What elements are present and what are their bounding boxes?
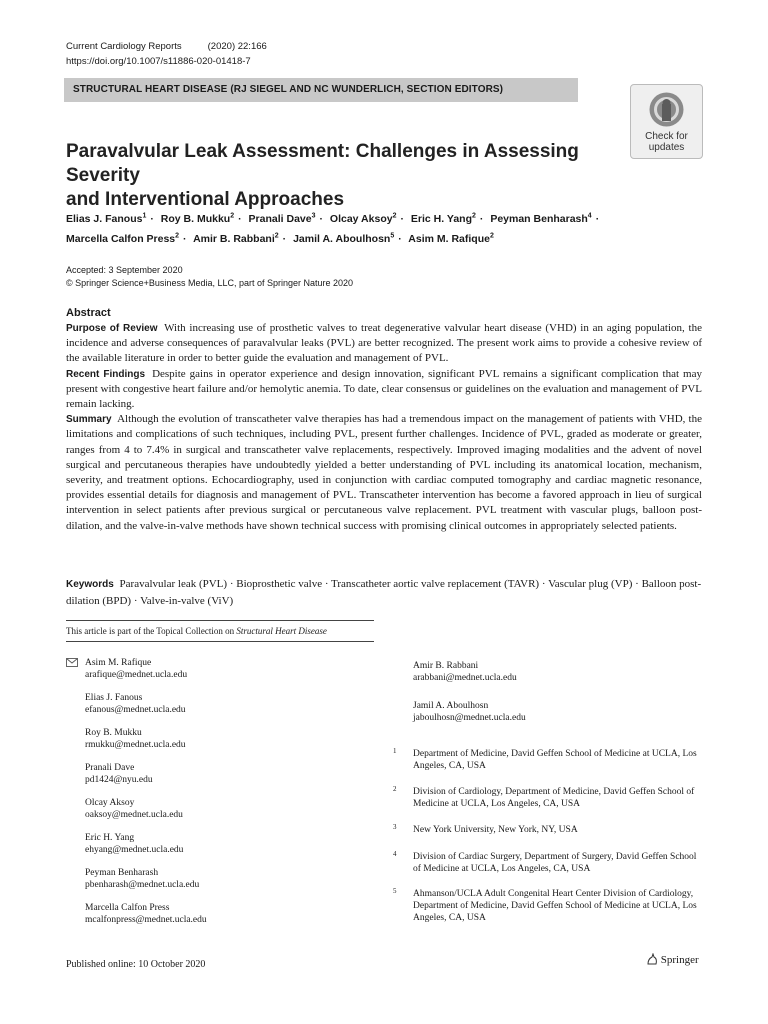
article-title	[66, 140, 626, 212]
accepted-date: Accepted: 3 September 2020	[66, 265, 183, 275]
journal-header	[66, 41, 267, 52]
author[interactable]: Pranali Dave$^3$	[248, 212, 316, 225]
contact-name: Eric H. Yang	[85, 833, 135, 843]
contact-entry	[413, 660, 517, 684]
contact-email[interactable]: ehyang@mednet.ucla.edu	[85, 845, 184, 855]
abstract-body	[66, 321, 702, 534]
collection-link[interactable]: Structural Heart Disease	[236, 626, 327, 636]
section-banner-text: STRUCTURAL HEART DISEASE (RJ SIEGEL AND NC WUNDERLICH, SECTION EDITORS)	[73, 84, 504, 95]
contact-entry	[413, 700, 526, 724]
title-line-2: and Interventional Approaches	[66, 189, 345, 210]
contact-email[interactable]: rmukku@mednet.ucla.edu	[85, 740, 186, 750]
contact-entry	[85, 832, 183, 856]
check-updates-icon	[648, 91, 685, 128]
contact-entry	[85, 902, 207, 926]
author[interactable]: Amir B. Rabbani$^2$	[193, 232, 279, 245]
contact-email[interactable]: arafique@mednet.ucla.edu	[85, 670, 188, 680]
author[interactable]: Marcella Calfon Press$^2$	[66, 232, 180, 245]
author[interactable]: Roy B. Mukku$^2$	[160, 212, 235, 225]
keywords-label: Keywords	[66, 579, 114, 590]
author[interactable]: Peyman Benharash$^4$	[490, 212, 592, 225]
contact-name: Marcella Calfon Press	[85, 903, 170, 913]
contact-entry	[85, 727, 186, 751]
contact-name: Elias J. Fanous	[85, 693, 143, 703]
contact-name: Amir B. Rabbani	[413, 661, 479, 671]
section-banner	[64, 78, 578, 102]
check-updates-line1: Check for	[645, 131, 688, 142]
doi-link[interactable]: https://doi.org/10.1007/s11886-020-01418-7	[66, 56, 251, 67]
contact-email[interactable]: mcalfonpress@mednet.ucla.edu	[85, 915, 207, 925]
keyword: Transcatheter aortic valve replacement (TAVR)	[331, 578, 540, 590]
journal-volume: (2020) 22:166	[207, 41, 267, 52]
contact-email[interactable]: efanous@mednet.ucla.edu	[85, 705, 186, 715]
published-date: Published online: 10 October 2020	[66, 959, 206, 970]
contact-name: Jamil A. Aboulhosn	[413, 701, 489, 711]
contact-entry	[85, 797, 183, 821]
author[interactable]: Elias J. Fanous$^1$	[66, 212, 147, 225]
check-updates-line2: updates	[648, 142, 685, 153]
author[interactable]: Asim M. Rafique$^2$	[408, 232, 494, 245]
author[interactable]: Eric H. Yang$^2$	[410, 212, 476, 225]
contact-entry	[85, 762, 153, 786]
author-list: Elias J. Fanous$^1$ · Roy B. Mukku$^2$ · Pranali Dave$^3$ · Olcay Aksoy$^2$ · Eric H. Yang$^2$ · Peyman Benharash$^4$ · Marcella Calfon Press$^2$ · Amir B. Rabbani$^2$ · Jamil A. Aboulhosn$^5$ · Asim M. Rafique$^2$	[66, 212, 600, 245]
contact-email[interactable]: pd1424@nyu.edu	[85, 775, 153, 785]
contact-name: Roy B. Mukku	[85, 728, 142, 738]
contact-name: Pranali Dave	[85, 763, 135, 773]
springer-horse-icon	[646, 953, 658, 965]
divider	[66, 641, 374, 642]
contact-email[interactable]: oaksoy@mednet.ucla.edu	[85, 810, 183, 820]
abstract-purpose: Purpose of Review With increasing use of prosthetic valves to treat degenerative valvular heart disease (VHD) in an aging population, the incidence and adverse consequences of paravalvular leaks (PVL) are better recognized. The present work aims to provide a cohesive review of the available literature in order to better guide the evaluation and management of PVL.	[66, 322, 702, 365]
contact-entry	[85, 867, 199, 891]
keywords: Keywords Paravalvular leak (PVL) · Bioprosthetic valve · Transcatheter aortic valve replacement (TAVR) · Vascular plug (VP) · Balloon post-dilation (BPD) · Valve-in-valve (ViV)	[66, 578, 702, 607]
springer-logo[interactable]	[646, 953, 699, 966]
keyword: Balloon post-dilation (BPD)	[66, 578, 702, 607]
keyword: Bioprosthetic valve	[236, 578, 323, 590]
abstract-findings: Recent Findings Despite gains in operator experience and design innovation, significant PVL remains a significant complication that may present with congestive heart failure and/or hemolytic anemia. To date, clear consensus or guidelines on the evaluation and management of PVL remain lacking.	[66, 367, 702, 411]
author[interactable]: Olcay Aksoy$^2$	[329, 212, 397, 225]
copyright-notice: © Springer Science+Business Media, LLC, part of Springer Nature 2020	[66, 278, 354, 288]
contact-name: Olcay Aksoy	[85, 798, 135, 808]
abstract-heading: Abstract	[66, 307, 111, 319]
check-for-updates-badge[interactable]	[630, 84, 703, 159]
contact-entry	[85, 657, 187, 681]
contact-name: Asim M. Rafique	[85, 658, 152, 668]
contact-email[interactable]: arabbani@mednet.ucla.edu	[413, 673, 517, 683]
contact-email[interactable]: jaboulhosn@mednet.ucla.edu	[413, 713, 526, 723]
contact-email[interactable]: pbenharash@mednet.ucla.edu	[85, 880, 200, 890]
topical-collection-note: This article is part of the Topical Collection on Structural Heart Disease	[66, 626, 327, 636]
mail-icon	[66, 658, 78, 667]
keyword: Vascular plug (VP)	[548, 578, 633, 590]
publisher-name: Springer	[660, 954, 699, 966]
keyword: Valve-in-valve (ViV)	[140, 595, 234, 607]
divider	[66, 620, 374, 621]
abstract-summary: Summary Although the evolution of transcatheter valve therapies has had a tremendous impact on the management of patients with VHD, the limitations and complications of such techniques, including PVL, present further challenges. Incidence of PVL, graded as moderate or greater, ranges from 4 to 7.4% in surgical and transcatheter valve replacements, respectively. Improved imaging modalities and the advent of novel surgical and percutaneous therapies have undoubtedly yielded a better understanding of PVL including its anatomical location, mechanism, severity, and treatment options. Echocardiography, used in conjunction with cardiac computed tomography and cardiac magnetic resonance, provides essential details for diagnosis and management of PVL. Transcatheter intervention has become a favored approach in lieu of surgical intervention in select patients after previous surgical or percutaneous valve replacement. PVL treatment with vascular plugs, balloon post-dilation, and the valve-in-valve methods have shown technical success with promising clinical outcomes in appropriately selected patients.	[66, 413, 702, 532]
author[interactable]: Jamil A. Aboulhosn$^5$	[293, 232, 395, 245]
contact-entry	[85, 692, 186, 716]
journal-name: Current Cardiology Reports	[66, 41, 182, 52]
contact-name: Peyman Benharash	[85, 868, 159, 878]
keyword: Paravalvular leak (PVL)	[119, 578, 228, 590]
title-line-1: Paravalvular Leak Assessment: Challenges in Assessing Severity	[66, 141, 579, 186]
